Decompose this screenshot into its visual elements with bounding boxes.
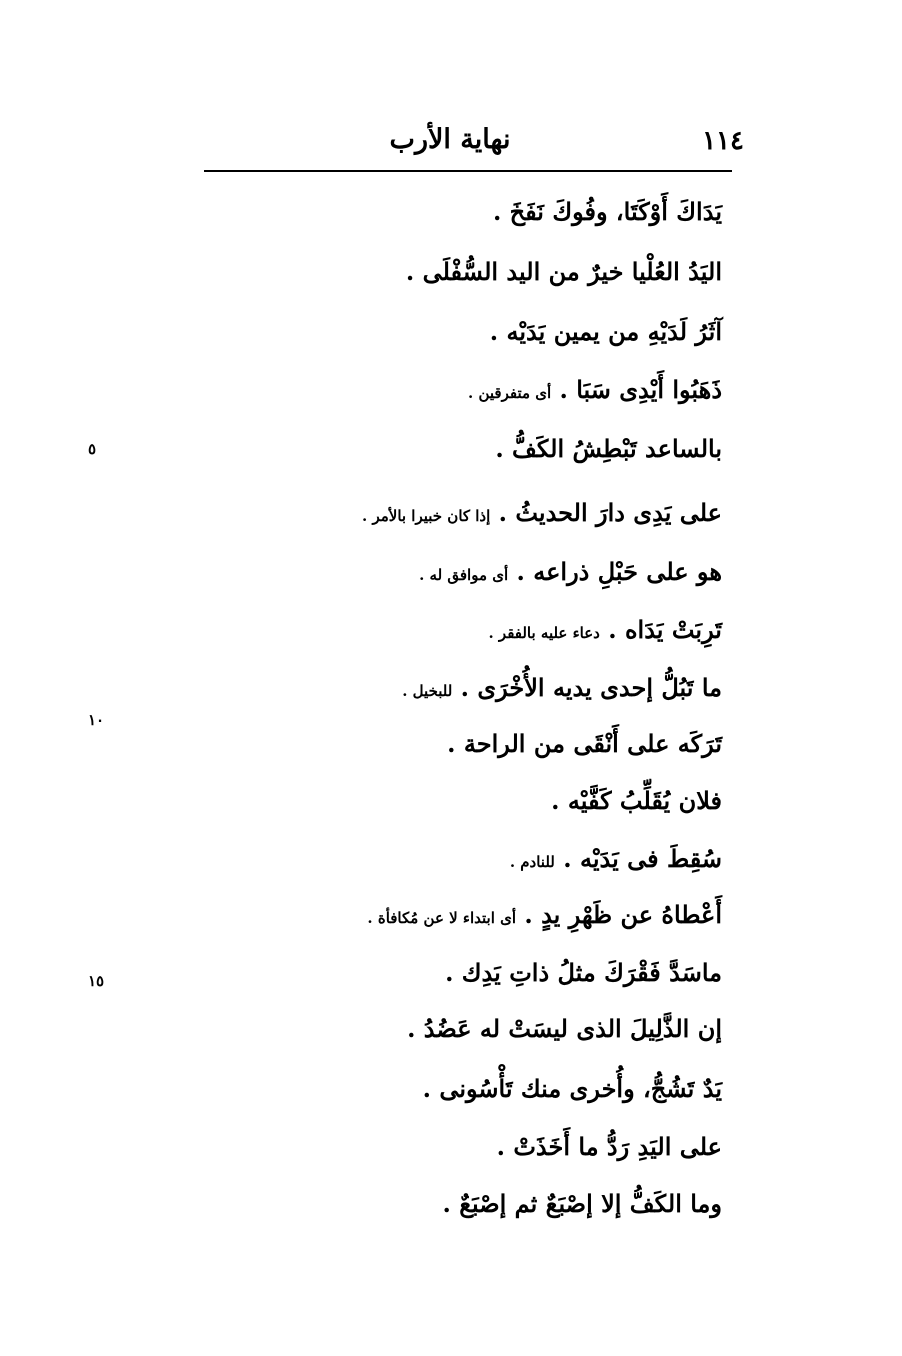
proverb-line-17: [162, 1130, 722, 1164]
proverb-text: يَدٌ تَشُجُّ، وأُخرى منك تَأْسُونى .: [422, 1074, 722, 1103]
header-rule: [204, 170, 732, 172]
proverb-gloss: دعاء عليه بالفقر .: [488, 624, 600, 642]
proverb-line-7: [162, 555, 722, 592]
proverb-text: سُقِطَ فى يَدَيْه .: [563, 844, 722, 873]
proverb-gloss: إذا كان خبيرا بالأمر .: [362, 507, 491, 525]
proverb-text: اليَدُ العُلْيا خيرٌ من اليد السُّفْلَى .: [405, 257, 722, 286]
proverb-text: هو على حَبْلِ ذراعه .: [516, 557, 722, 586]
proverb-gloss: أى موافق له .: [419, 566, 509, 584]
proverb-text: وما الكَفُّ إلا إصْبَعٌ ثم إصْبَعٌ .: [442, 1189, 722, 1218]
proverb-text: ماسَدَّ فَقْرَكَ مثلُ ذاتِ يَدِك .: [445, 958, 722, 987]
proverb-text: ذَهَبُوا أَيْدِى سَبَا .: [559, 375, 722, 404]
proverb-line-11: [162, 784, 722, 818]
proverb-line-8: [162, 613, 722, 650]
page-header-title: نهاية الأرب: [389, 124, 511, 155]
proverb-line-5: [162, 432, 722, 466]
proverb-line-6: [162, 496, 722, 533]
proverb-text: أَعْطاهُ عن ظَهْرِ يدٍ .: [524, 900, 722, 929]
margin-line-number-10: ١٠: [88, 711, 105, 729]
proverb-line-15: [162, 1012, 722, 1046]
proverb-text: يَدَاكَ أَوْكَتَا، وفُوكَ نَفَخَ .: [492, 197, 722, 226]
proverb-line-18: [162, 1187, 722, 1221]
proverb-text: آثَرُ لَدَيْهِ من يمين يَدَيْه .: [489, 317, 722, 346]
page-number: ١١٤: [702, 126, 744, 156]
proverb-gloss: للنادم .: [509, 853, 555, 871]
proverb-text: تَرِبَتْ يَدَاه .: [608, 615, 722, 644]
proverb-line-2: [162, 255, 722, 289]
proverb-line-10: [162, 727, 722, 761]
proverb-text: على يَدِى دارَ الحديثُ .: [498, 498, 722, 527]
proverb-line-3: [162, 315, 722, 349]
proverb-line-13: [162, 898, 722, 935]
proverb-line-4: [162, 373, 722, 410]
proverb-line-12: [162, 842, 722, 879]
proverb-line-14: [162, 956, 722, 990]
proverb-line-16: [162, 1072, 722, 1106]
proverb-text: على اليَدِ رَدُّ ما أَخَذَتْ .: [496, 1132, 722, 1161]
proverb-text: ما تَبُلُّ إحدى يديه الأُخْرَى .: [460, 673, 722, 702]
proverb-text: إن الذَّلِيلَ الذى ليسَتْ له عَضُدُ .: [407, 1014, 722, 1043]
proverb-gloss: أى متفرقين .: [468, 384, 552, 402]
proverb-text: بالساعد تَبْطِشُ الكَفُّ .: [495, 434, 722, 463]
proverb-gloss: للبخيل .: [402, 682, 453, 700]
proverb-text: تَرَكَه على أَنْقَى من الراحة .: [447, 729, 722, 758]
proverb-gloss: أى ابتداء لا عن مُكافأة .: [367, 909, 517, 927]
margin-line-number-15: ١٥: [88, 972, 105, 990]
proverb-text: فلان يُقَلِّبُ كَفَّيْه .: [551, 786, 722, 815]
margin-line-number-5: ٥: [88, 440, 97, 458]
proverb-line-1: [162, 195, 722, 229]
proverb-line-9: [162, 671, 722, 708]
